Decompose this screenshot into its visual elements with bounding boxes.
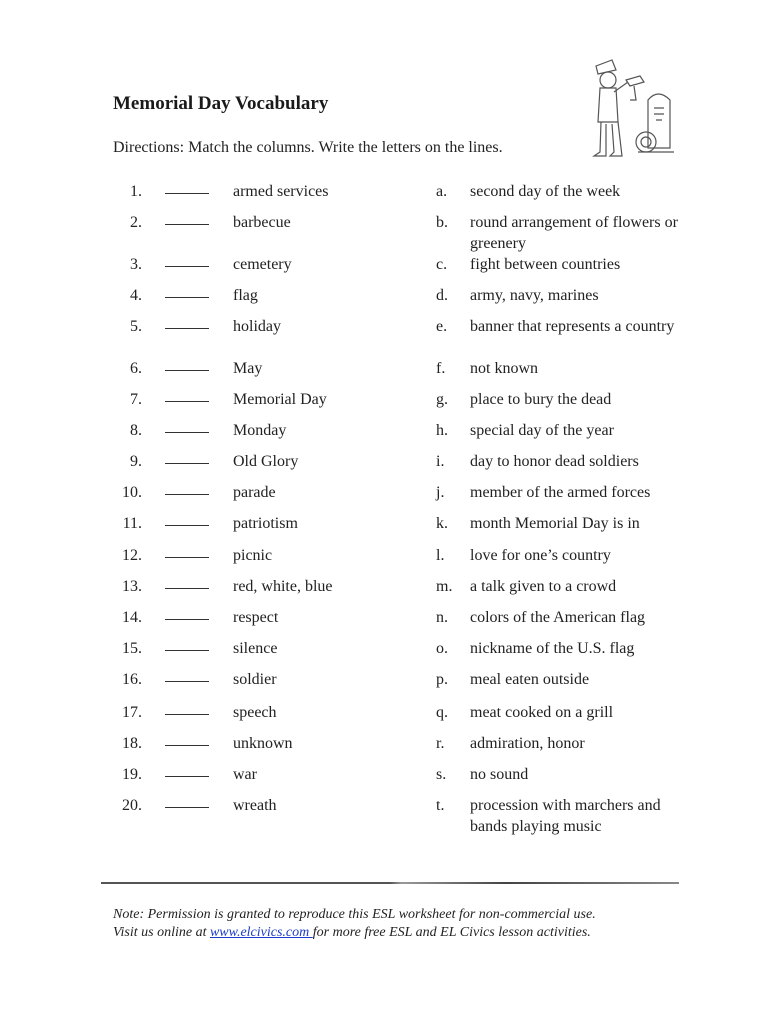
note-line-2-prefix: Visit us online at: [113, 925, 210, 940]
vocabulary-word: patriotism: [233, 515, 298, 532]
item-number: 7.: [130, 391, 142, 408]
definition-text: army, navy, marines: [470, 287, 599, 304]
definition-text: a talk given to a crowd: [470, 578, 617, 595]
answer-blank-line[interactable]: [165, 181, 209, 194]
vocabulary-word: soldier: [233, 671, 277, 688]
vocabulary-word: red, white, blue: [233, 578, 333, 595]
definition-text: month Memorial Day is in: [470, 515, 640, 532]
definition-text: colors of the American flag: [470, 609, 646, 626]
directions-text: Directions: Match the columns. Write the letters on the lines.: [113, 139, 503, 156]
vocabulary-word: wreath: [233, 797, 277, 814]
vocabulary-word: Monday: [233, 422, 287, 439]
item-number: 19.: [122, 766, 142, 783]
item-number: 17.: [122, 704, 142, 721]
item-number: 9.: [130, 453, 142, 470]
answer-blank-line[interactable]: [165, 607, 209, 620]
answer-blank-line[interactable]: [165, 451, 209, 464]
answer-blank-line[interactable]: [165, 212, 209, 225]
page-title: Memorial Day Vocabulary: [113, 93, 329, 114]
item-number: 13.: [122, 578, 142, 595]
answer-blank-line[interactable]: [165, 389, 209, 402]
definition-text: place to bury the dead: [470, 391, 612, 408]
item-number: 11.: [122, 515, 142, 532]
answer-blank-line[interactable]: [165, 795, 209, 808]
definition-letter: c.: [436, 256, 448, 273]
vocabulary-word: silence: [233, 640, 278, 657]
item-number: 16.: [122, 671, 142, 688]
answer-blank-line[interactable]: [165, 285, 209, 298]
note-line-1: Note: Permission is granted to reproduce this ESL worksheet for non-commercial use.: [113, 907, 596, 922]
answer-blank-line[interactable]: [165, 482, 209, 495]
answer-blank-line[interactable]: [165, 702, 209, 715]
definition-letter: s.: [436, 766, 447, 783]
definition-letter: k.: [436, 515, 448, 532]
item-number: 1.: [130, 183, 142, 200]
definition-letter: g.: [436, 391, 448, 408]
vocabulary-word: flag: [233, 287, 258, 304]
footer-divider: [101, 882, 679, 884]
definition-letter: m.: [436, 578, 453, 595]
definition-text: day to honor dead soldiers: [470, 453, 639, 470]
soldier-bugler-clipart: [588, 52, 680, 160]
vocabulary-word: holiday: [233, 318, 281, 335]
answer-blank-line[interactable]: [165, 358, 209, 371]
definition-text: special day of the year: [470, 422, 614, 439]
definition-letter: t.: [436, 797, 445, 814]
definition-letter: j.: [436, 484, 445, 501]
definition-letter: e.: [436, 318, 448, 335]
definition-text: banner that represents a country: [470, 318, 675, 335]
vocabulary-word: Memorial Day: [233, 391, 327, 408]
item-number: 2.: [130, 214, 142, 231]
definition-text: nickname of the U.S. flag: [470, 640, 635, 657]
definition-letter: d.: [436, 287, 448, 304]
vocabulary-word: unknown: [233, 735, 293, 752]
definition-letter: l.: [436, 547, 445, 564]
definition-text: meat cooked on a grill: [470, 704, 614, 721]
definition-letter: a.: [436, 183, 448, 200]
answer-blank-line[interactable]: [165, 513, 209, 526]
item-number: 14.: [122, 609, 142, 626]
answer-blank-line[interactable]: [165, 420, 209, 433]
definition-letter: h.: [436, 422, 448, 439]
definition-letter: p.: [436, 671, 448, 688]
item-number: 15.: [122, 640, 142, 657]
definition-text: love for one’s country: [470, 547, 611, 564]
note-line-2: [113, 924, 596, 942]
answer-blank-line[interactable]: [165, 316, 209, 329]
definition-text: member of the armed forces: [470, 484, 651, 501]
definition-text: second day of the week: [470, 183, 621, 200]
vocabulary-word: war: [233, 766, 257, 783]
definition-text: procession with marchers and bands playing music: [470, 797, 661, 835]
item-number: 4.: [130, 287, 142, 304]
definition-text: not known: [470, 360, 538, 377]
item-number: 3.: [130, 256, 142, 273]
definition-letter: b.: [436, 214, 448, 231]
item-number: 10.: [122, 484, 142, 501]
vocabulary-word: picnic: [233, 547, 273, 564]
website-link[interactable]: www.elcivics.com: [209, 925, 313, 940]
vocabulary-word: Old Glory: [233, 453, 299, 470]
item-number: 6.: [130, 360, 142, 377]
vocabulary-word: barbecue: [233, 214, 291, 231]
vocabulary-word: May: [233, 360, 263, 377]
answer-blank-line[interactable]: [165, 545, 209, 558]
vocabulary-word: speech: [233, 704, 277, 721]
answer-blank-line[interactable]: [165, 576, 209, 589]
definition-text: admiration, honor: [470, 735, 585, 752]
answer-blank-line[interactable]: [165, 669, 209, 682]
item-number: 20.: [122, 797, 142, 814]
definition-letter: n.: [436, 609, 448, 626]
definition-letter: r.: [436, 735, 445, 752]
answer-blank-line[interactable]: [165, 638, 209, 651]
item-number: 8.: [130, 422, 142, 439]
definition-text: fight between countries: [470, 256, 621, 273]
item-number: 18.: [122, 735, 142, 752]
footer-note: [113, 906, 596, 942]
answer-blank-line[interactable]: [165, 733, 209, 746]
definition-letter: o.: [436, 640, 448, 657]
definition-letter: i.: [436, 453, 445, 470]
item-number: 5.: [130, 318, 142, 335]
item-number: 12.: [122, 547, 142, 564]
definition-text: meal eaten outside: [470, 671, 590, 688]
note-line-2-suffix: for more free ESL and EL Civics lesson activities.: [312, 925, 591, 940]
definition-text: round arrangement of flowers or greenery: [470, 214, 678, 252]
definition-letter: f.: [436, 360, 446, 377]
vocabulary-word: cemetery: [233, 256, 292, 273]
vocabulary-word: respect: [233, 609, 279, 626]
definition-text: no sound: [470, 766, 529, 783]
vocabulary-word: armed services: [233, 183, 329, 200]
answer-blank-line[interactable]: [165, 764, 209, 777]
answer-blank-line[interactable]: [165, 254, 209, 267]
vocabulary-word: parade: [233, 484, 276, 501]
definition-letter: q.: [436, 704, 448, 721]
